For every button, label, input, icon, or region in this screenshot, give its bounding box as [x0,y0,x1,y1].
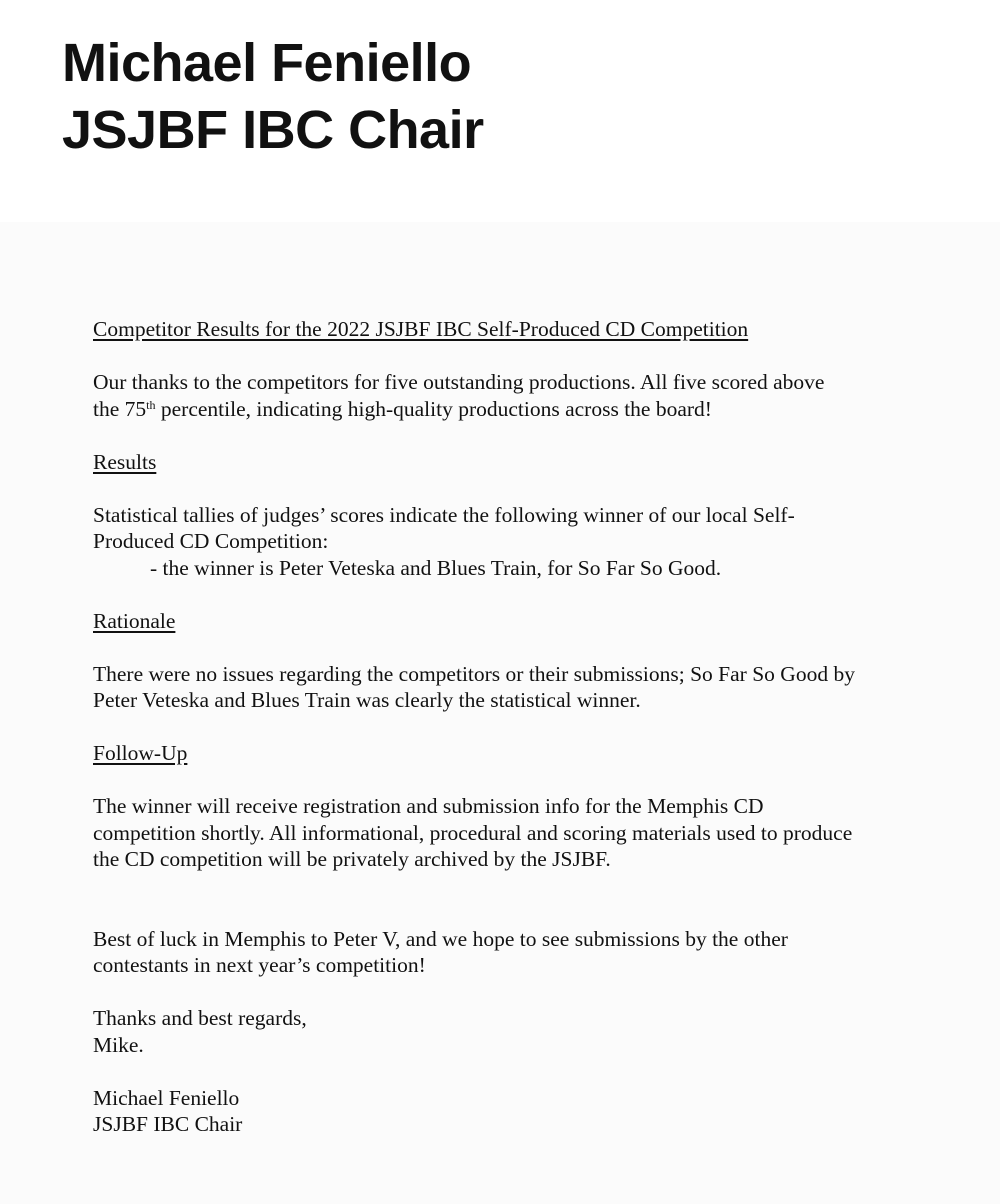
spacer [93,634,923,661]
signature-title: JSJBF IBC Chair [93,1112,243,1136]
signature-name: Michael Feniello [93,1085,240,1110]
spacer [93,767,923,794]
signoff [93,1005,923,1058]
spacer [93,1058,923,1085]
spacer [93,714,923,741]
followup-line-2: competition shortly. All informational, procedural and scoring materials used to produce [93,820,853,845]
results-line-1: Statistical tallies of judges’ scores indicate the following winner of our local Self- [93,502,795,527]
document-body [93,316,923,1138]
ordinal-superscript: th [146,397,156,412]
spacer [93,475,923,502]
page-header [62,30,484,164]
results-line-2: Produced CD Competition: [93,529,329,553]
intro-line-1: Our thanks to the competitors for five outstanding productions. All five scored above [93,370,825,394]
rationale-line-2: Peter Veteska and Blues Train was clearly the statistical winner. [93,688,641,712]
signature-block [93,1085,923,1138]
signoff-line-2: Mike. [93,1032,144,1057]
closing-line-1: Best of luck in Memphis to Peter V, and we hope to see submissions by the other [93,926,788,951]
winner-line: - the winner is Peter Veteska and Blues Train, for So Far So Good. [150,555,722,580]
results-heading: Results [93,449,157,474]
intro-paragraph [93,369,923,422]
closing-paragraph [93,926,923,979]
spacer [93,422,923,449]
signoff-line-1: Thanks and best regards, [93,1006,307,1030]
document-page [0,222,1000,1204]
followup-heading: Follow-Up [93,741,188,765]
header-name: Michael Feniello [62,33,472,93]
document-heading: Competitor Results for the 2022 JSJBF IBC Self-Produced CD Competition [93,317,749,341]
followup-line-1: The winner will receive registration and submission info for the Memphis CD [93,794,764,818]
rationale-line-1: There were no issues regarding the competitors or their submissions; So Far So Good by [93,661,855,686]
spacer [93,979,923,1006]
spacer [93,581,923,608]
rationale-paragraph [93,661,923,714]
followup-paragraph [93,793,923,873]
spacer [93,873,923,926]
followup-line-3: the CD competition will be privately archived by the JSJBF. [93,847,611,871]
intro-line-2-start: the 75 [93,396,147,421]
rationale-heading: Rationale [93,608,176,633]
closing-line-2: contestants in next year’s competition! [93,953,426,977]
header-title: JSJBF IBC Chair [62,100,484,160]
intro-line-2-end: percentile, indicating high-quality productions across the board! [155,396,712,421]
spacer [93,343,923,370]
results-paragraph [93,502,923,555]
